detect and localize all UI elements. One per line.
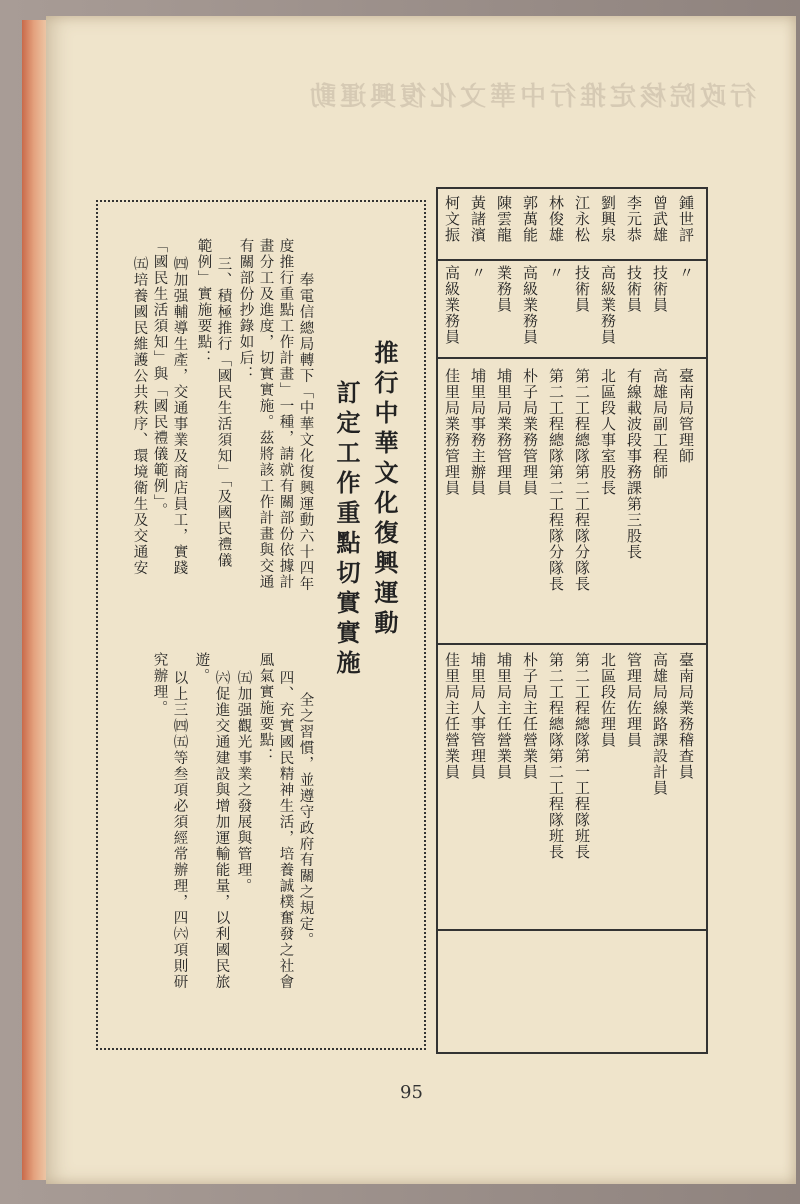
notice-text-line: 遊。 <box>193 652 210 684</box>
page-number: 95 <box>400 1082 423 1103</box>
table-cell-title: 〃 <box>677 265 695 281</box>
table-cell-name: 江永松 <box>573 195 591 243</box>
table-cell-previous-post: 第二工程總隊第一工程隊班長 <box>573 652 591 860</box>
notice-text-line: 以上三㈣㈤等叁項必須經常辦理，四㈥項則研 <box>171 670 188 990</box>
table-cell-title: 業務員 <box>495 265 513 313</box>
table-cell-new-post: 朴子局業務管理員 <box>521 368 539 496</box>
notice-text-line: 範例」實施要點： <box>195 238 212 366</box>
table-cell-name: 柯文振 <box>443 195 461 243</box>
personnel-table <box>436 187 708 1054</box>
notice-text-line: 究辦理。 <box>151 652 168 716</box>
table-cell-previous-post: 埔里局人事管理員 <box>469 652 487 780</box>
notice-text-line: ㈣加强輔導生產，交通事業及商店員工，實踐 <box>171 256 188 576</box>
table-cell-previous-post: 朴子局主任營業員 <box>521 652 539 780</box>
table-cell-name: 李元恭 <box>625 195 643 243</box>
notice-text-line: 畫分工及進度，切實實施。茲將該工作計畫與交通 <box>257 238 274 590</box>
table-cell-previous-post: 佳里局主任營業員 <box>443 652 461 780</box>
table-cell-name: 劉興泉 <box>599 195 617 243</box>
notice-text-line: 有關部份抄錄如后： <box>237 238 254 382</box>
notice-title-line-2: 訂定工作重點切實實施 <box>332 380 361 680</box>
table-cell-new-post: 有線載波段事務課第三股長 <box>625 368 643 560</box>
bleed-through-text: 行政院核定推行中華文化復興運動 <box>305 82 756 112</box>
table-cell-new-post: 第二工程總隊第二工程隊分隊長 <box>573 368 591 592</box>
table-cell-title: 高級業務員 <box>599 265 617 345</box>
table-cell-new-post: 臺南局管理師 <box>677 368 695 464</box>
table-divider <box>438 357 706 359</box>
table-cell-previous-post: 北區段佐理員 <box>599 652 617 748</box>
table-divider <box>438 259 706 261</box>
notice-text-line: 「國民生活須知」與「國民禮儀範例」。 <box>151 238 168 519</box>
notice-text-line: 奉電信總局轉下「中華文化復興運動六十四年 <box>297 272 314 592</box>
table-cell-new-post: 佳里局業務管理員 <box>443 368 461 496</box>
notice-text-line: ㈥促進交通建設與增加運輸能量，以利國民旅 <box>213 670 230 990</box>
table-cell-title: 技術員 <box>573 265 591 313</box>
table-cell-title: 〃 <box>469 265 487 281</box>
table-cell-new-post: 埔里局業務管理員 <box>495 368 513 496</box>
table-cell-new-post: 高雄局副工程師 <box>651 368 669 480</box>
table-cell-title: 技術員 <box>651 265 669 313</box>
notice-text-line: 風氣實施要點： <box>257 652 274 764</box>
table-cell-previous-post: 埔里局主任營業員 <box>495 652 513 780</box>
table-cell-name: 曾武雄 <box>651 195 669 243</box>
table-cell-new-post: 埔里局事務主辦員 <box>469 368 487 496</box>
notice-title-line-1: 推行中華文化復興運動 <box>370 340 399 640</box>
table-divider <box>438 929 706 931</box>
notice-text-line: ㈤培養國民維護公共秩序、環境衛生及交通安 <box>131 256 148 576</box>
notice-text-line: 全之習慣，並遵守政府有關之規定。 <box>297 692 314 948</box>
table-cell-previous-post: 第二工程總隊第二工程隊班長 <box>547 652 565 860</box>
table-cell-name: 陳雲龍 <box>495 195 513 243</box>
table-cell-title: 〃 <box>547 265 565 281</box>
table-cell-name: 林俊雄 <box>547 195 565 243</box>
table-divider <box>438 643 706 645</box>
table-cell-new-post: 第二工程總隊第二工程隊分隊長 <box>547 368 565 592</box>
notice-text-line: 三、積極推行「國民生活須知」「及國民禮儀 <box>215 256 232 569</box>
table-cell-previous-post: 臺南局業務稽查員 <box>677 652 695 780</box>
table-cell-title: 技術員 <box>625 265 643 313</box>
notice-text-line: ㈤加强觀光事業之發展與管理。 <box>235 670 252 894</box>
table-cell-previous-post: 高雄局線路課設計員 <box>651 652 669 796</box>
table-cell-name: 黃諸濱 <box>469 195 487 243</box>
table-cell-name: 郭萬能 <box>521 195 539 243</box>
notice-text-line: 度推行重點工作計畫」一種，請就有關部份依據計 <box>277 238 294 590</box>
table-cell-title: 高級業務員 <box>443 265 461 345</box>
table-cell-name: 鍾世評 <box>677 195 695 243</box>
table-cell-new-post: 北區段人事室股長 <box>599 368 617 496</box>
table-cell-previous-post: 管理局佐理員 <box>625 652 643 748</box>
notice-text-line: 四、充實國民精神生活，培養誠樸奮發之社會 <box>277 670 294 990</box>
table-cell-title: 高級業務員 <box>521 265 539 345</box>
